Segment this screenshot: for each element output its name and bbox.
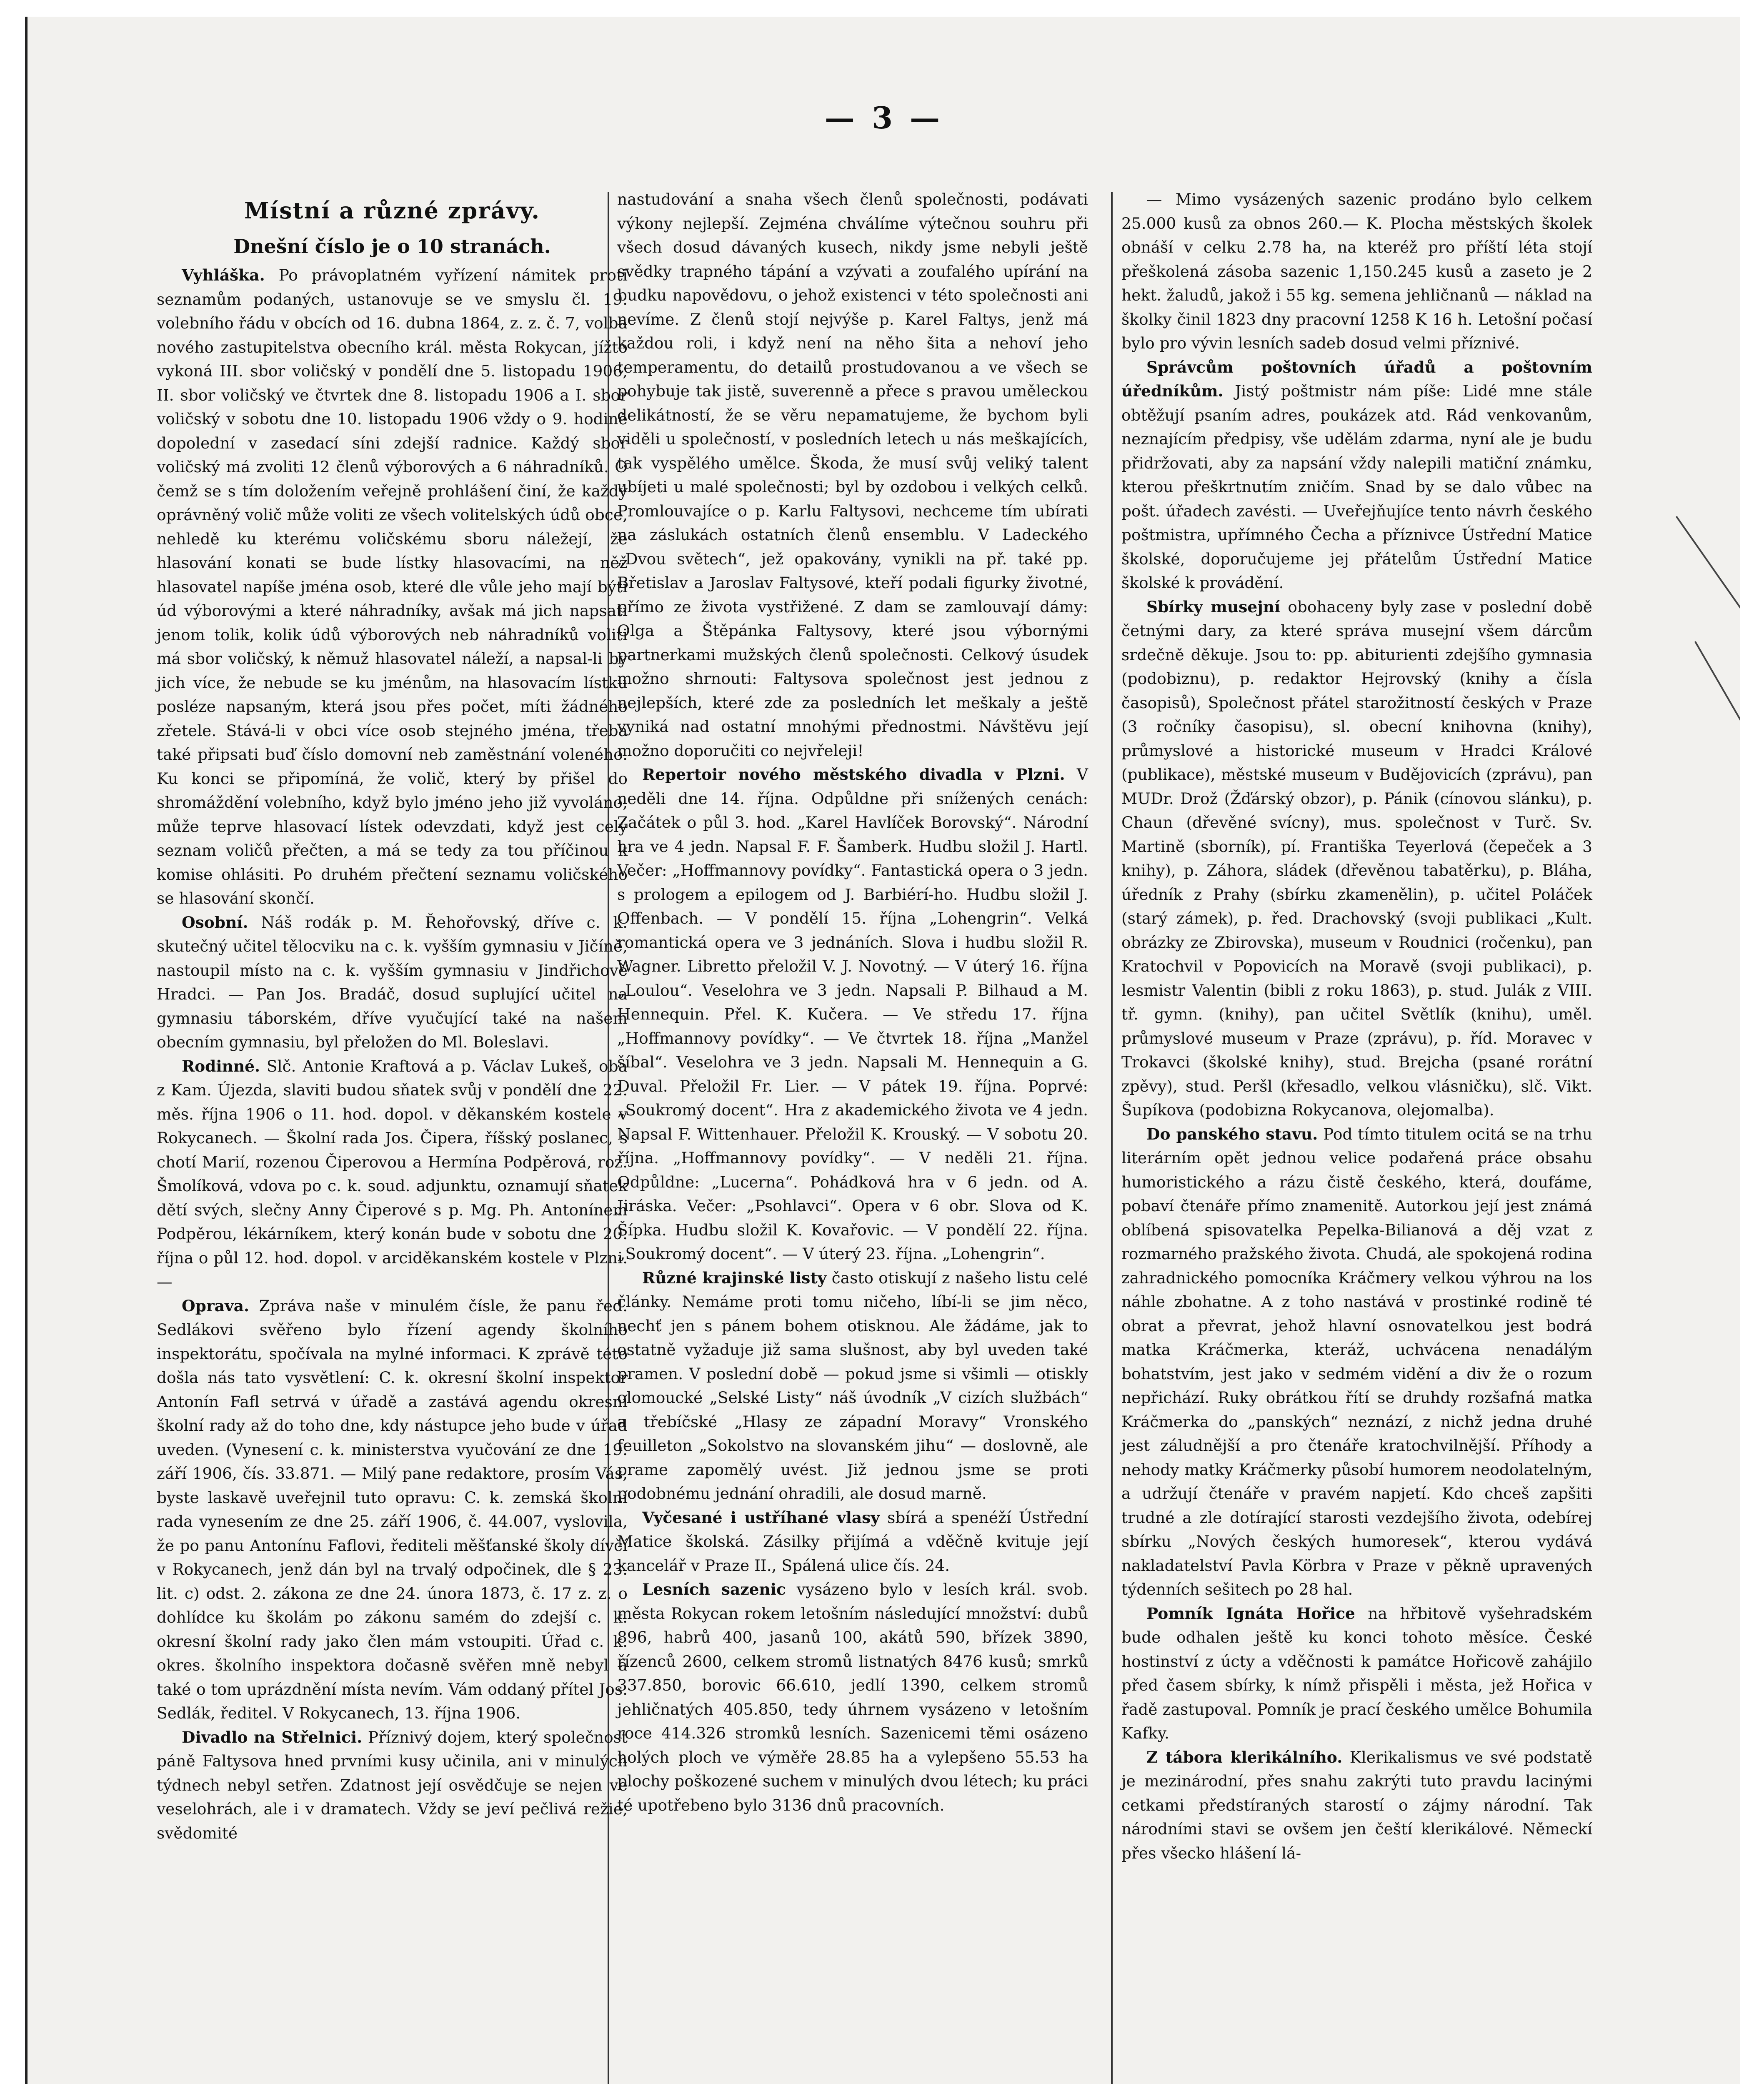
article-kicker: Oprava. [182, 1296, 250, 1315]
article-text: vysázeno bylo v lesích král. svob. města Rokycan rokem letošním následující množství: dubů 896, habrů 400, jasanů 100, akátů 590, břízek 3890, řízenců 2600, celkem stromů listnatých 8476 kusů; smrků 337.850, borovic 66.610, jedlí 1390, celkem stromů jehličnatých 405.850, tedy úhrnem vysázeno v letošním roce 414.326 stromků lesních. Sazenicemi těmi osázeno holých ploch ve výměře 28.85 ha a vylepšeno 55.53 ha plochy poškozené suchem v minulých dvou létech; ku práci té upotřebeno bylo 3136 dnů pracovních. [617, 1580, 1088, 1814]
article-kicker: Sbírky musejní [1146, 597, 1281, 616]
article-text: Náš rodák p. M. Řehořovský, dříve c. k. skutečný učitel tělocviku na c. k. vyšším gymnasiu v Jičíně, nastoupil místo na c. k. vyšším gymnasiu v Jindřichově Hradci. — Pan Jos. Bradáč, dosud suplující učitel na gymnasiu táborském, dříve vyučující také na našem obecním gymnasiu, byl přeložen do Ml. Boleslavi. [157, 913, 628, 1051]
article-osobni [157, 911, 628, 1055]
article-lesni-sazenice-continued: — Mimo vysázených sazenic prodáno bylo celkem 25.000 kusů za obnos 260.— K. Plocha městských školek obnáší v celku 2.78 ha, na kteréž pro příští léta stojí přeškolená zásoba sazenic 1,150.245 kusů a zaseto je 2 hekt. žaludů, jakož i 55 kg. semena jehličnanů — náklad na školky činil 1823 dny pracovní 1258 K 16 h. Letošní počasí bylo pro vývin lesních sadeb dosud velmi příznivé. [1121, 190, 1592, 352]
article-postovni-urady [1121, 356, 1592, 595]
newspaper-page [25, 17, 1740, 2084]
article-kicker: Lesních sazenic [642, 1580, 786, 1598]
article-text: obohaceny byly zase v poslední době četnými dary, za které správa musejní všem dárcům srdečně děkuje. Jsou to: pp. abiturienti zdejšího gymnasia (podobiznu), p. redaktor Hejrovský (knihy a čísla časopisů), Společnost přátel starožitností českých v Praze (3 ročníky časopisu), sl. obecní knihovna (knihy), průmyslové a historické museum v Hradci Králové (publikace), městské museum v Budějovicích (zprávu), pan MUDr. Drož (Žďárský obzor), p. Pánik (cínovou slánku), p. Chaun (dřevěné svícny), mus. společnost v Turč. Sv. Martině (sborník), pí. Františka Teyerlová (čepeček a 3 knihy), p. Záhora, sládek (dřevěnou tabatěrku), p. Bláha, úředník z Prahy (sbírku zkamenělin), p. učitel Poláček (starý zámek), p. řed. Drachovský (svoji publikaci „Kult. obrázky ze Zbirovska), museum v Roudnici (ročenku), pan Kratochvil v Popovicích na Moravě (svoji publikaci), p. lesmistr Valentin (bibli z roku 1863), p. stud. Julák z VIII. tř. gymn. (knihy), pan učitel Světlík (knihu), uměl. průmyslové museum v Praze (zprávu), p. říd. Moravec v Trokavci (školské knihy), stud. Brejcha (psané rorátní zpěvy), stud. Peršl (křesadlo, velkou vlásničku), slč. Vikt. Šupíkova (podobizna Rokycanova, olejomalba). [1121, 597, 1592, 1119]
article-klerikalni [1121, 1746, 1592, 1866]
article-text: Zpráva naše v minulém čísle, že panu řed. Sedlákovi svěřeno bylo řízení agendy školního inspektorátu, spočívala na mylné informaci. K zprávě této došla nás tato vysvětlení: C. k. okresní školní inspektor Antonín Fafl setrvá v úřadě a zastává agendu okresní školní rady až do toho dne, kdy nástupce jeho bude v úřad uveden. (Vynesení c. k. ministerstva vyučování ze dne 19. září 1906, čís. 33.871. — Milý pane redaktore, prosím Vás, byste laskavě uveřejnil tuto opravu: C. k. zemská školní rada vynesením ze dne 25. září 1906, č. 44.007, vyslovila, že po panu Antonínu Faflovi, řediteli měšťanské školy dívčí v Rokycanech, jenž dán byl na trvalý odpočinek, dle § 23. lit. c) odst. 2. zákona ze dne 24. února 1873, č. 17 z. z. o dohlídce ku školám po zákonu samém do zdejší c. k. okresní školní rady jako člen mám vstoupiti. Úřad c. k. okres. školního inspektora dočasně svěřen mně nebyl a také o tom uprázdnění místa nevím. Vám oddaný přítel Jos. Sedlák, ředitel. V Rokycanech, 13. října 1906. [157, 1296, 628, 1722]
issue-notice: Dnešní číslo je o 10 stranách. [233, 235, 551, 258]
article-kicker: Do panského stavu. [1146, 1125, 1318, 1143]
article-kicker: Různé krajinské listy [642, 1268, 827, 1287]
article-repertoir [617, 763, 1088, 1266]
article-kicker: Osobní. [182, 913, 248, 932]
article-kicker: Správcům poštovních úřadů a poštovním úředníkům. [1121, 358, 1592, 400]
article-text: Po právoplatném vyřízení námitek proti seznamům podaných, ustanovuje se ve smyslu čl. 19. volebního řádu v obcích od 16. dubna 1864, z. z. č. 7, volba nového zastupitelstva obecního král. města Rokycan, jížto vykoná III. sbor voličský v pondělí dne 5. listopadu 1906, II. sbor voličský ve čtvrtek dne 8. listopadu 1906 a I. sbor voličský v sobotu dne 10. listopadu 1906 vždy o 9. hodině dopolední v zasedací síni zdejší radnice. Každý sbor voličský má zvoliti 12 členů výborových a 6 náhradníků. O čemž se s tím doložením veřejně prohlášení činí, že každý oprávněný volič může voliti ze všech volitelských údů obce, nehledě ku kterému voličskému sboru náležejí, že hlasování konati se bude lístky hlasovacími, na něž hlasovatel napíše jména osob, které dle vůle jeho mají býti úd výborovými a které náhradníky, avšak má jich napsati jenom tolik, kolik údů výborových neb náhradníků voliti má sbor voličský, k němuž hlasovatel náleží, a napsal-li by jich více, že nebude se ku jménům, na hlasovacím lístku posléze napsaným, která jsou přes počet, míti žádného zřetele. Stává-li v obci více osob stejného jména, třeba také připsati buď číslo domovní neb zaměstnání voleného. Ku konci se připomíná, že volič, který by přišel do shromáždění volebního, když bylo jméno jeho již vyvoláno, může teprve hlasovací lístek odevzdati, když jest celý seznam voličů přečten, a má se tedy za tou příčinou k komise ohlásiti. Po druhém přečtení seznamu voličského se hlasování skončí. [157, 266, 628, 907]
article-pomnik [1121, 1602, 1592, 1746]
pencil-mark [1676, 516, 1740, 660]
article-text: často otiskují z našeho listu celé články. Nemáme proti tomu ničeho, líbí-li se jim něco, nechť jen s pánem bohem otisknou. Ale žádáme, jak to ostatně vyžaduje již sama slušnost, aby byl uveden také pramen. V poslední době — pokud jsme si všimli — otiskly olomoucké „Selské Listy“ náš úvodník „V cizích službách“ a třebíčské „Hlasy ze západní Moravy“ Vronského feuilleton „Sokolstvo na slovanském jihu“ — doslovně, ale prame zapomělý uvést. Již jednou jsme se proti podobnému jednání ohradili, ale dosud marně. [617, 1268, 1088, 1503]
column-3 [1121, 188, 1592, 2084]
article-text: sbírá a spenéží Ústřední Matice školská. Zásilky přijímá a vděčně kvituje její kancelář v Praze II., Spálená ulice čís. 24. [617, 1508, 1088, 1575]
article-text: V neděli dne 14. října. Odpůldne při snížených cenách: Začátek o půl 3. hod. „Karel Havlíček Borovský“. Národní hra ve 4 jedn. Napsal F. F. Šamberk. Hudbu složil J. Hartl. Večer: „Hoffmannovy povídky“. Fantastická opera o 3 jedn. s prologem a epilogem od J. Barbiérí-ho. Hudbu složil J. Offenbach. — V pondělí 15. října „Lohengrin“. Velká romantická opera ve 3 jednáních. Slova i hudbu složil R. Wagner. Libretto přeložil V. J. Novotný. — V úterý 16. října „Loulou“. Veselohra ve 3 jedn. Napsali P. Bilhaud a M. Hennequin. Přel. K. Kučera. — Ve středu 17. října „Hoffmannovy povídky“. — Ve čtvrtek 18. října „Manžel šíbal“. Veselohra ve 3 jedn. Napsali M. Hennequin a G. Duval. Přeložil Fr. Lier. — V pátek 19. října. Poprvé: „Soukromý docent“. Hra z akademického života ve 4 jedn. Napsal F. Wittenhauer. Přeložil K. Krouský. — V sobotu 20. října. „Hoffmannovy povídky“. — V neděli 21. října. Odpůldne: „Lucerna“. Pohádková hra v 6 jedn. od A. Jiráska. Večer: „Psohlavci“. Opera v 6 obr. Slova od K. Šípka. Hudbu složil K. Kovařovic. — V pondělí 22. října. „Soukromý docent“. — V úterý 23. října. „Lohengrin“. [617, 765, 1088, 1263]
article-kicker: Pomník Ignáta Hořice [1146, 1604, 1355, 1623]
article-divadlo-continued: nastudování a snaha všech členů společnosti, podávati výkony nejlepší. Zejména chválíme výtečnou souhru při všech dosud dávaných kusech, nikdy jsme nebyli ještě svědky trapného tápání a vzývati a zoufalého upírání na budku napovědovu, o jehož existenci v této společnosti ani nevíme. Z členů stojí nejvýše p. Karel Faltys, jenž má každou roli, i když není na něho šita a nehoví jeho temperamentu, do detailů prostudovanou a ve všech se pohybuje tak jistě, suverenně a přece s pravou uměleckou delikátností, že se věru nepamatujeme, že bychom byli viděli u společností, v posledních letech u nás meškajících, tak vyspělého umělce. Škoda, že musí svůj veliký talent ubíjeti u malé společnosti; byl by ozdobou i velkých celků. Promlouvajíce o p. Karlu Faltysovi, nechceme tím ubírati na záslukách ostatních členů ensemblu. V Ladeckého „Dvou světech“, jež opakovány, vynikli na př. také pp. Břetislav a Jaroslav Faltysové, kteří podali figurky životné, přímo ze života vystřižené. Z dam se zamlouvají dámy: Olga a Štěpánka Faltysovy, které jsou výbornými partnerkami mužských členů společnosti. Celkový úsudek možno shrnouti: Faltysova společnost jest jednou z nejlepších, které zde za posledních let meškaly a ještě vyniká nad ostatní mnohými přednostmi. Návštěvu její možno doporučiti co nejvřeleji! [617, 190, 1088, 760]
article-lesni-sazenice [617, 1578, 1088, 1817]
pencil-mark [1694, 641, 1740, 750]
article-sbirky-musejni [1121, 595, 1592, 1122]
article-oprava [157, 1294, 628, 1726]
article-kicker: Vyčesané i ustříhané vlasy [642, 1508, 880, 1527]
article-kicker: Divadlo na Střelnici. [182, 1728, 363, 1746]
article-rodinne [157, 1055, 628, 1294]
article-kicker: Repertoir nového městského divadla v Plzni. [642, 765, 1065, 784]
article-kicker: Vyhláška. [182, 266, 265, 284]
article-pansky-stav [1121, 1122, 1592, 1602]
column-2 [617, 188, 1088, 2084]
article-kicker: Z tábora klerikálního. [1146, 1748, 1343, 1766]
article-text: Klerikalismus ve své podstatě je mezinárodní, přes snahu zakrýti tuto pravdu lacinými cetkami předstíraných starostí o zájmy národní. Tak národními stavi se ovšem jen čeští klerikálové. Německí přes všecko hlášení lá- [1121, 1748, 1592, 1862]
section-title: Místní a různé zprávy. [244, 197, 540, 224]
article-vyhlaska [157, 263, 628, 911]
article-text: na hřbitově vyšehradském bude odhalen ještě ku konci tohoto měsíce. České hostinství z úcty a vděčnosti k památce Hořicově zahájilo před časem sbírky, k nímž přispěli i města, jež Hořica v řadě zastupoval. Pomník je prací českého umělce Bohumila Kafky. [1121, 1604, 1592, 1742]
article-vlasy [617, 1506, 1088, 1578]
article-divadlo [157, 1726, 628, 1846]
article-text: Slč. Antonie Kraftová a p. Václav Lukeš, oba z Kam. Újezda, slaviti budou sňatek svůj v pondělí dne 22. měs. října 1906 o 11. hod. dopol. v děkanském kostele v Rokycanech. — Školní rada Jos. Čipera, říšský poslanec, s chotí Marií, rozenou Čiperovou a Hermína Podpěrová, roz. Šmolíková, vdova po c. k. soud. adjunktu, oznamují sňatek dětí svých, slečny Anny Čiperové s p. Mg. Ph. Antonínem Podpěrou, lékárníkem, který konán bude v sobotu dne 20. října o půl 12. hod. dopol. v arciděkanském kostele v Plzni. — [157, 1057, 628, 1291]
page-number: — 3 — [824, 100, 943, 135]
article-text: Příznivý dojem, který společnost páně Faltysova hned prvními kusy učinila, ani v minulých týdnech nebyl setřen. Zdatnost její osvědčuje se nejen ve veselohrách, ale i v dramatech. Vždy se jeví pečlivá režie, svědomité [157, 1728, 628, 1842]
article-text: Jistý poštmistr nám píše: Lidé mne stále obtěžují psaním adres, poukázek atd. Rád venkovanům, neznajícím předpisy, vše udělám zdarma, nyní ale je budu přidržovati, aby za napsání vždy nalepili matiční známku, kterou přeškrtnutím zničím. Snad by se dalo vůbec na pošt. úřadech zavésti. — Uveřejňujíce tento návrh českého poštmistra, upřímného Čecha a příznivce Ústřední Matice školské, doporučujeme jej přátelům Ústřední Matice školské k provádění. [1121, 382, 1592, 592]
article-krajinske-listy [617, 1266, 1088, 1506]
column-rule-right [1111, 192, 1113, 2084]
article-kicker: Rodinné. [182, 1057, 260, 1075]
article-text: Pod tímto titulem ocitá se na trhu literárním opět jednou velice podařená práce obsahu humoristického a rázu čistě českého, která, doufáme, pobaví čtenáře přímo znamenitě. Autorkou její jest známá oblíbená spisovatelka Pepelka-Bilianová a děj vzat z rozmarného pražského života. Chudá, ale spokojená rodina zahradnického pomocníka Kráčmery velkou výhrou na los náhle zbohatne. A z toho nastává v prostinké rodině té obrat a převrat, jehož hlavní osnovatelkou jest bodrá matka Kráčmerka, kteráž, uchvácena nenadálým bohatstvím, jest jako v sedmém vidění a div že o rozum nepřichází. Ruky obrátkou řítí se druhdy rozšafná matka Kráčmerka do „panských“ neznází, z nichž jedna druhé jest záludnější a pro čtenáře kratochvilnější. Příhody a nehody matky Kráčmerky působí humorem neodolatelným, a udržují čtenáře v pravém napjetí. Kdo chceš zapšiti trudné a zle dotírající starosti vezdejšího života, odebírej sbírku „Nových českých humoresek“, kterou vydává nakladatelství Pavla Körbra v Praze v pěkně upravených týdenních sešitech po 28 hal. [1121, 1125, 1592, 1598]
column-1 [157, 183, 628, 2084]
